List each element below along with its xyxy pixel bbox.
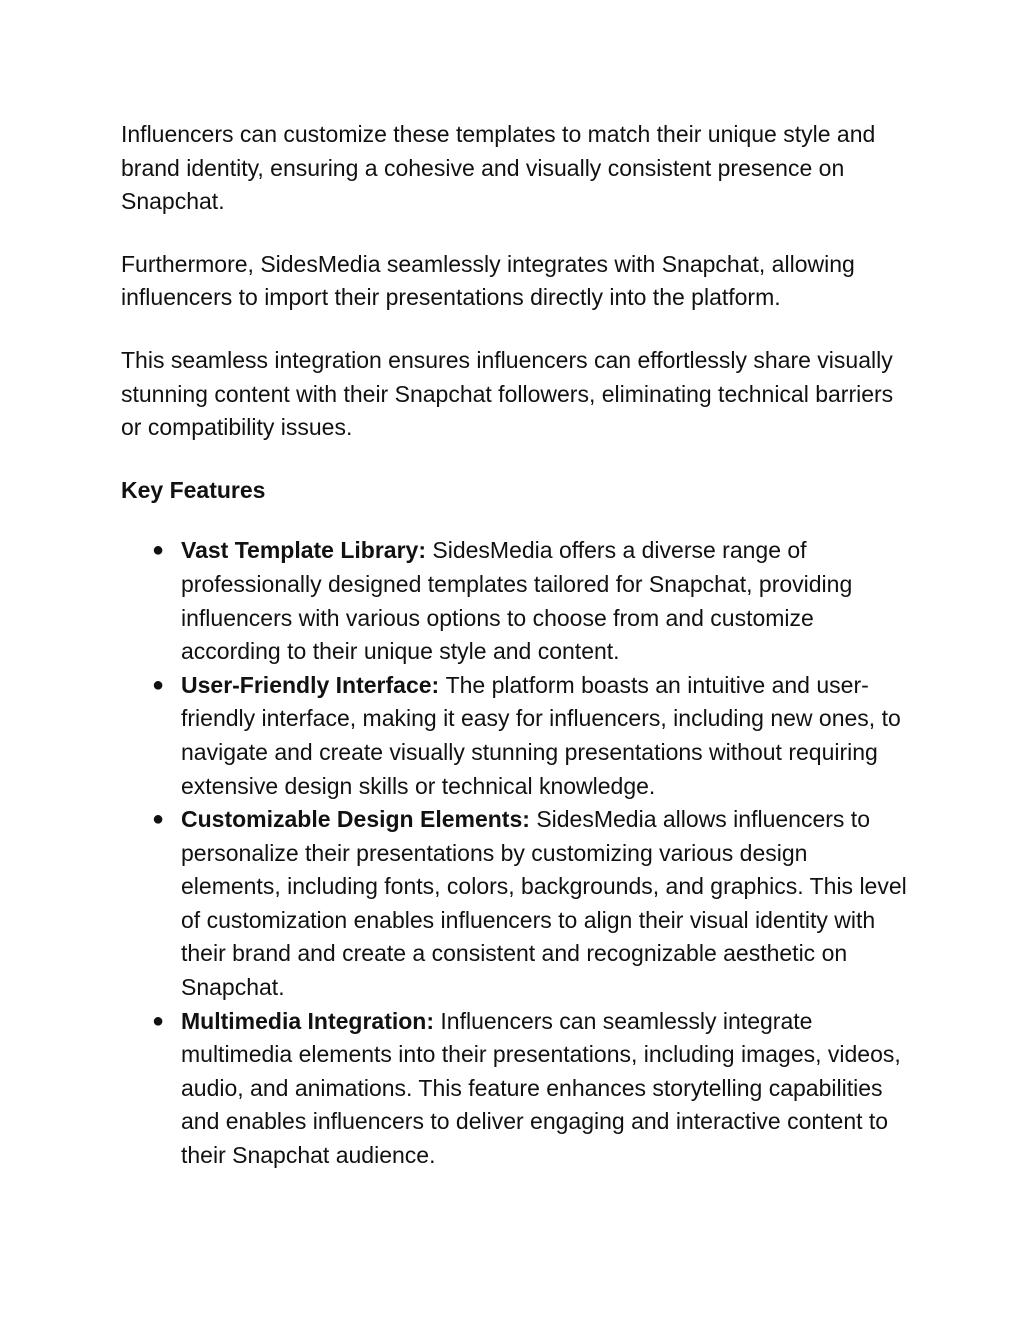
feature-text: The platform boasts an intuitive and user-friendly interface, making it easy for influencers, including new ones, to navigate and create visually stunning presentations without requiring extensive design skills or technical knowledge.	[181, 671, 901, 799]
bullet-icon: ●	[152, 673, 165, 696]
list-item	[121, 803, 911, 1005]
document-page	[121, 118, 911, 1173]
feature-text: SidesMedia allows influencers to personalize their presentations by customizing various design elements, including fonts, colors, backgrounds, and graphics. This level of customization enables influencers to align their visual identity with their brand and create a consistent and recognizable aesthetic on Snapchat.	[181, 806, 907, 1001]
intro-paragraph-seamless: This seamless integration ensures influencers can effortlessly share visually stunning content with their Snapchat followers, eliminating technical barriers or compatibility issues.	[121, 346, 894, 441]
feature-title: User-Friendly Interface:	[181, 671, 446, 698]
feature-title: Vast Template Library:	[181, 537, 433, 564]
feature-text: Influencers can seamlessly integrate multimedia elements into their presentations, including images, videos, audio, and animations. This feature enhances storytelling capabilities and enables influencers to deliver engaging and interactive content to their Snapchat audience.	[181, 1007, 901, 1169]
feature-text: SidesMedia offers a diverse range of professionally designed templates tailored for Snapchat, providing influencers with various options to choose from and customize according to their unique style and content.	[181, 537, 853, 665]
feature-title: Multimedia Integration:	[181, 1007, 441, 1034]
feature-title: Customizable Design Elements:	[181, 806, 537, 833]
bullet-icon: ●	[152, 539, 165, 562]
list-item	[121, 1005, 911, 1173]
list-item	[121, 669, 911, 803]
bullet-icon: ●	[152, 808, 165, 831]
section-heading: Key Features	[121, 476, 266, 503]
intro-paragraph-integration: Furthermore, SidesMedia seamlessly integrates with Snapchat, allowing influencers to import their presentations directly into the platform.	[121, 250, 855, 311]
list-item	[121, 534, 911, 668]
bullet-icon: ●	[152, 1009, 165, 1032]
intro-paragraph-customize: Influencers can customize these templates to match their unique style and brand identity, ensuring a cohesive and visually consistent presence on Snapchat.	[121, 121, 876, 215]
feature-list	[121, 534, 911, 1172]
